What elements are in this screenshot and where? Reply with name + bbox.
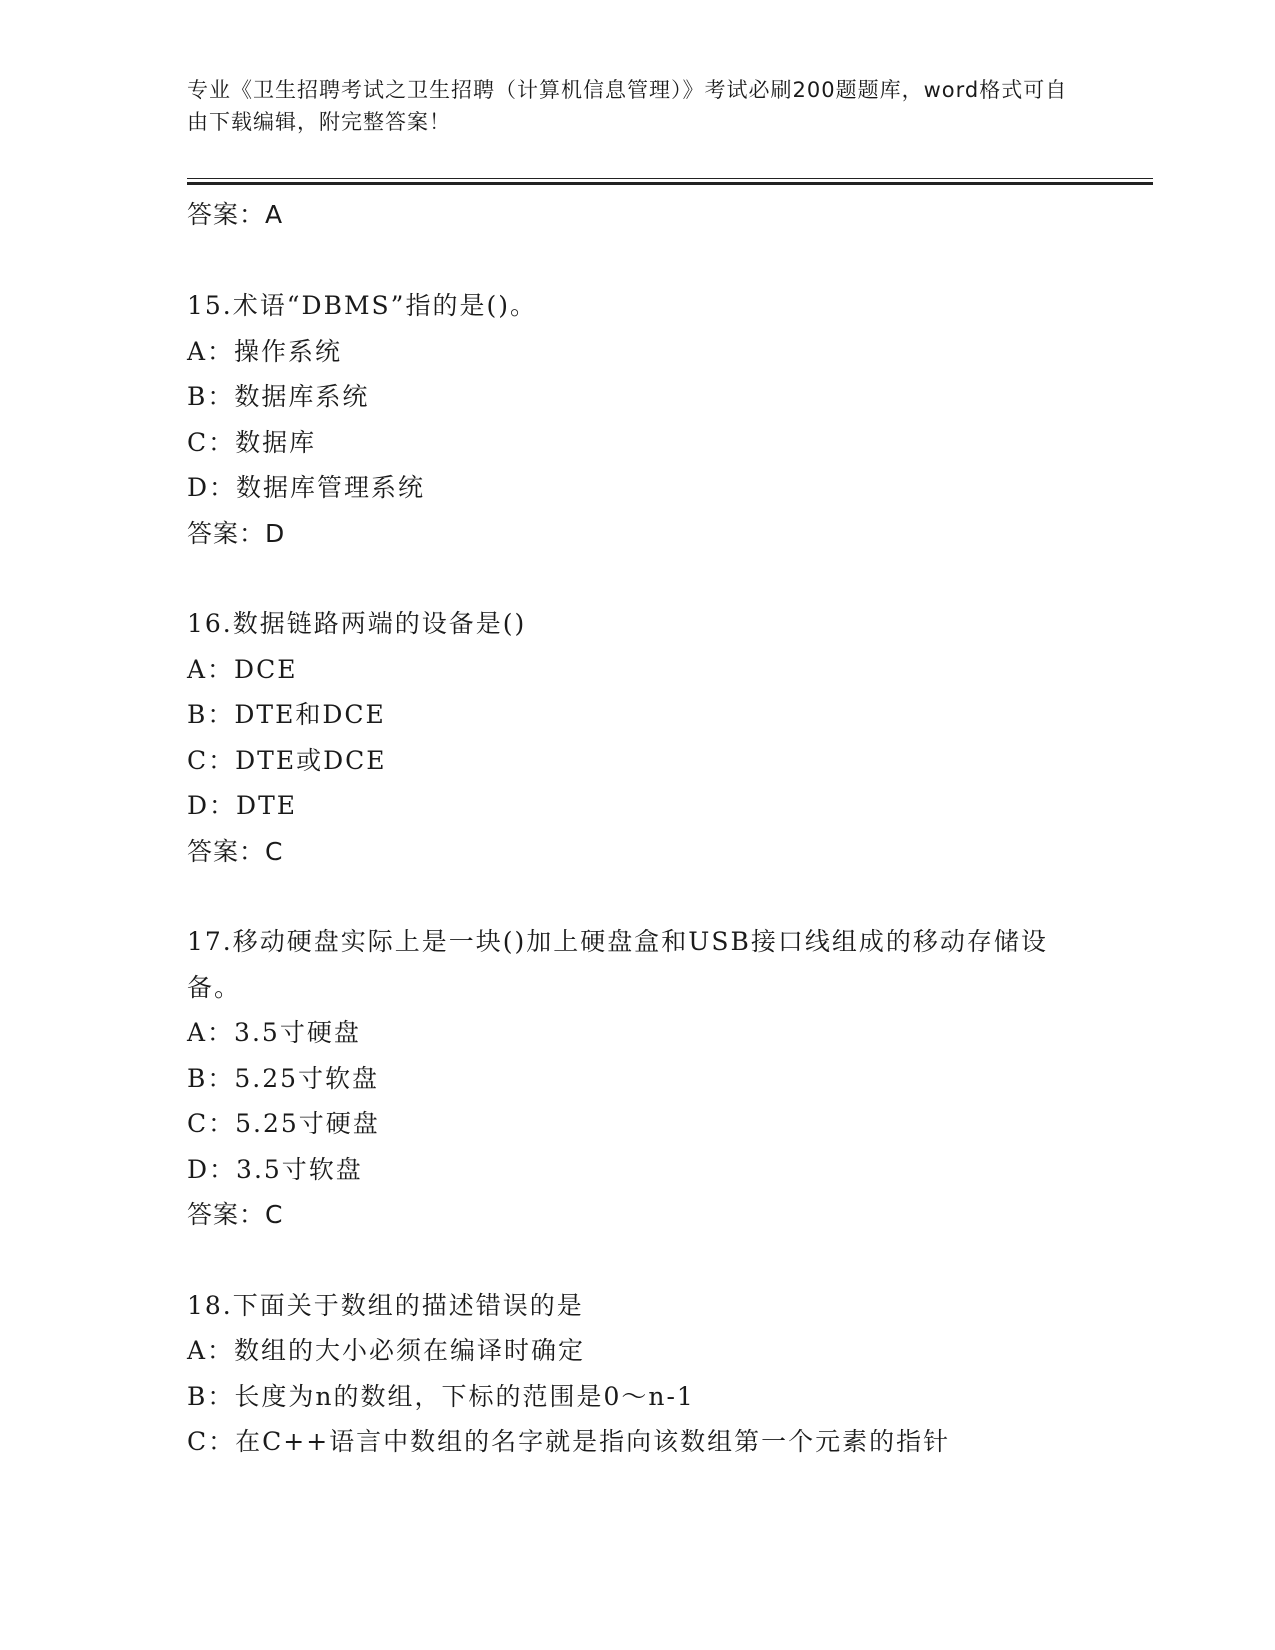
document-header: 专业《卫生招聘考试之卫生招聘（计算机信息管理）》考试必刷200题题库，word格式可自由下载编辑，附完整答案！ bbox=[187, 78, 1068, 134]
header-divider-thick bbox=[187, 182, 1153, 185]
option-c: C：数据库 bbox=[187, 427, 317, 457]
question-18 bbox=[187, 1283, 1087, 1465]
question-stem: 16.数据链路两端的设备是() bbox=[187, 609, 527, 638]
question-15 bbox=[187, 283, 1087, 556]
question-stem: 15.术语“DBMS”指的是()。 bbox=[187, 291, 537, 320]
answer-line: 答案：D bbox=[187, 518, 286, 548]
option-a: A：DCE bbox=[187, 654, 298, 684]
option-c: C：DTE或DCE bbox=[187, 745, 387, 775]
question-list bbox=[187, 192, 1087, 1465]
question-stem: 17.移动硬盘实际上是一块()加上硬盘盒和USB接口线组成的移动存储设备。 bbox=[187, 927, 1048, 1002]
option-b: B：DTE和DCE bbox=[187, 700, 386, 729]
option-b: B：5.25寸软盘 bbox=[187, 1063, 380, 1093]
answer-line: 答案：A bbox=[187, 200, 284, 229]
option-a: A：操作系统 bbox=[187, 336, 343, 366]
answer-line: 答案：C bbox=[187, 836, 284, 866]
question-stem: 18.下面关于数组的描述错误的是 bbox=[187, 1290, 584, 1320]
option-b: B：数据库系统 bbox=[187, 382, 370, 411]
option-d: D：3.5寸软盘 bbox=[187, 1154, 363, 1184]
question-16 bbox=[187, 601, 1087, 874]
header-divider-thin bbox=[187, 178, 1153, 179]
option-a: A：数组的大小必须在编译时确定 bbox=[187, 1336, 586, 1365]
option-c: C：在C++语言中数组的名字就是指向该数组第一个元素的指针 bbox=[187, 1427, 951, 1456]
question-17 bbox=[187, 919, 1087, 1238]
answer-line: 答案：C bbox=[187, 1200, 284, 1229]
option-d: D：DTE bbox=[187, 791, 298, 820]
option-d: D：数据库管理系统 bbox=[187, 473, 426, 502]
option-b: B：长度为n的数组，下标的范围是0～n-1 bbox=[187, 1381, 695, 1411]
option-a: A：3.5寸硬盘 bbox=[187, 1018, 361, 1047]
option-c: C：5.25寸硬盘 bbox=[187, 1109, 380, 1138]
